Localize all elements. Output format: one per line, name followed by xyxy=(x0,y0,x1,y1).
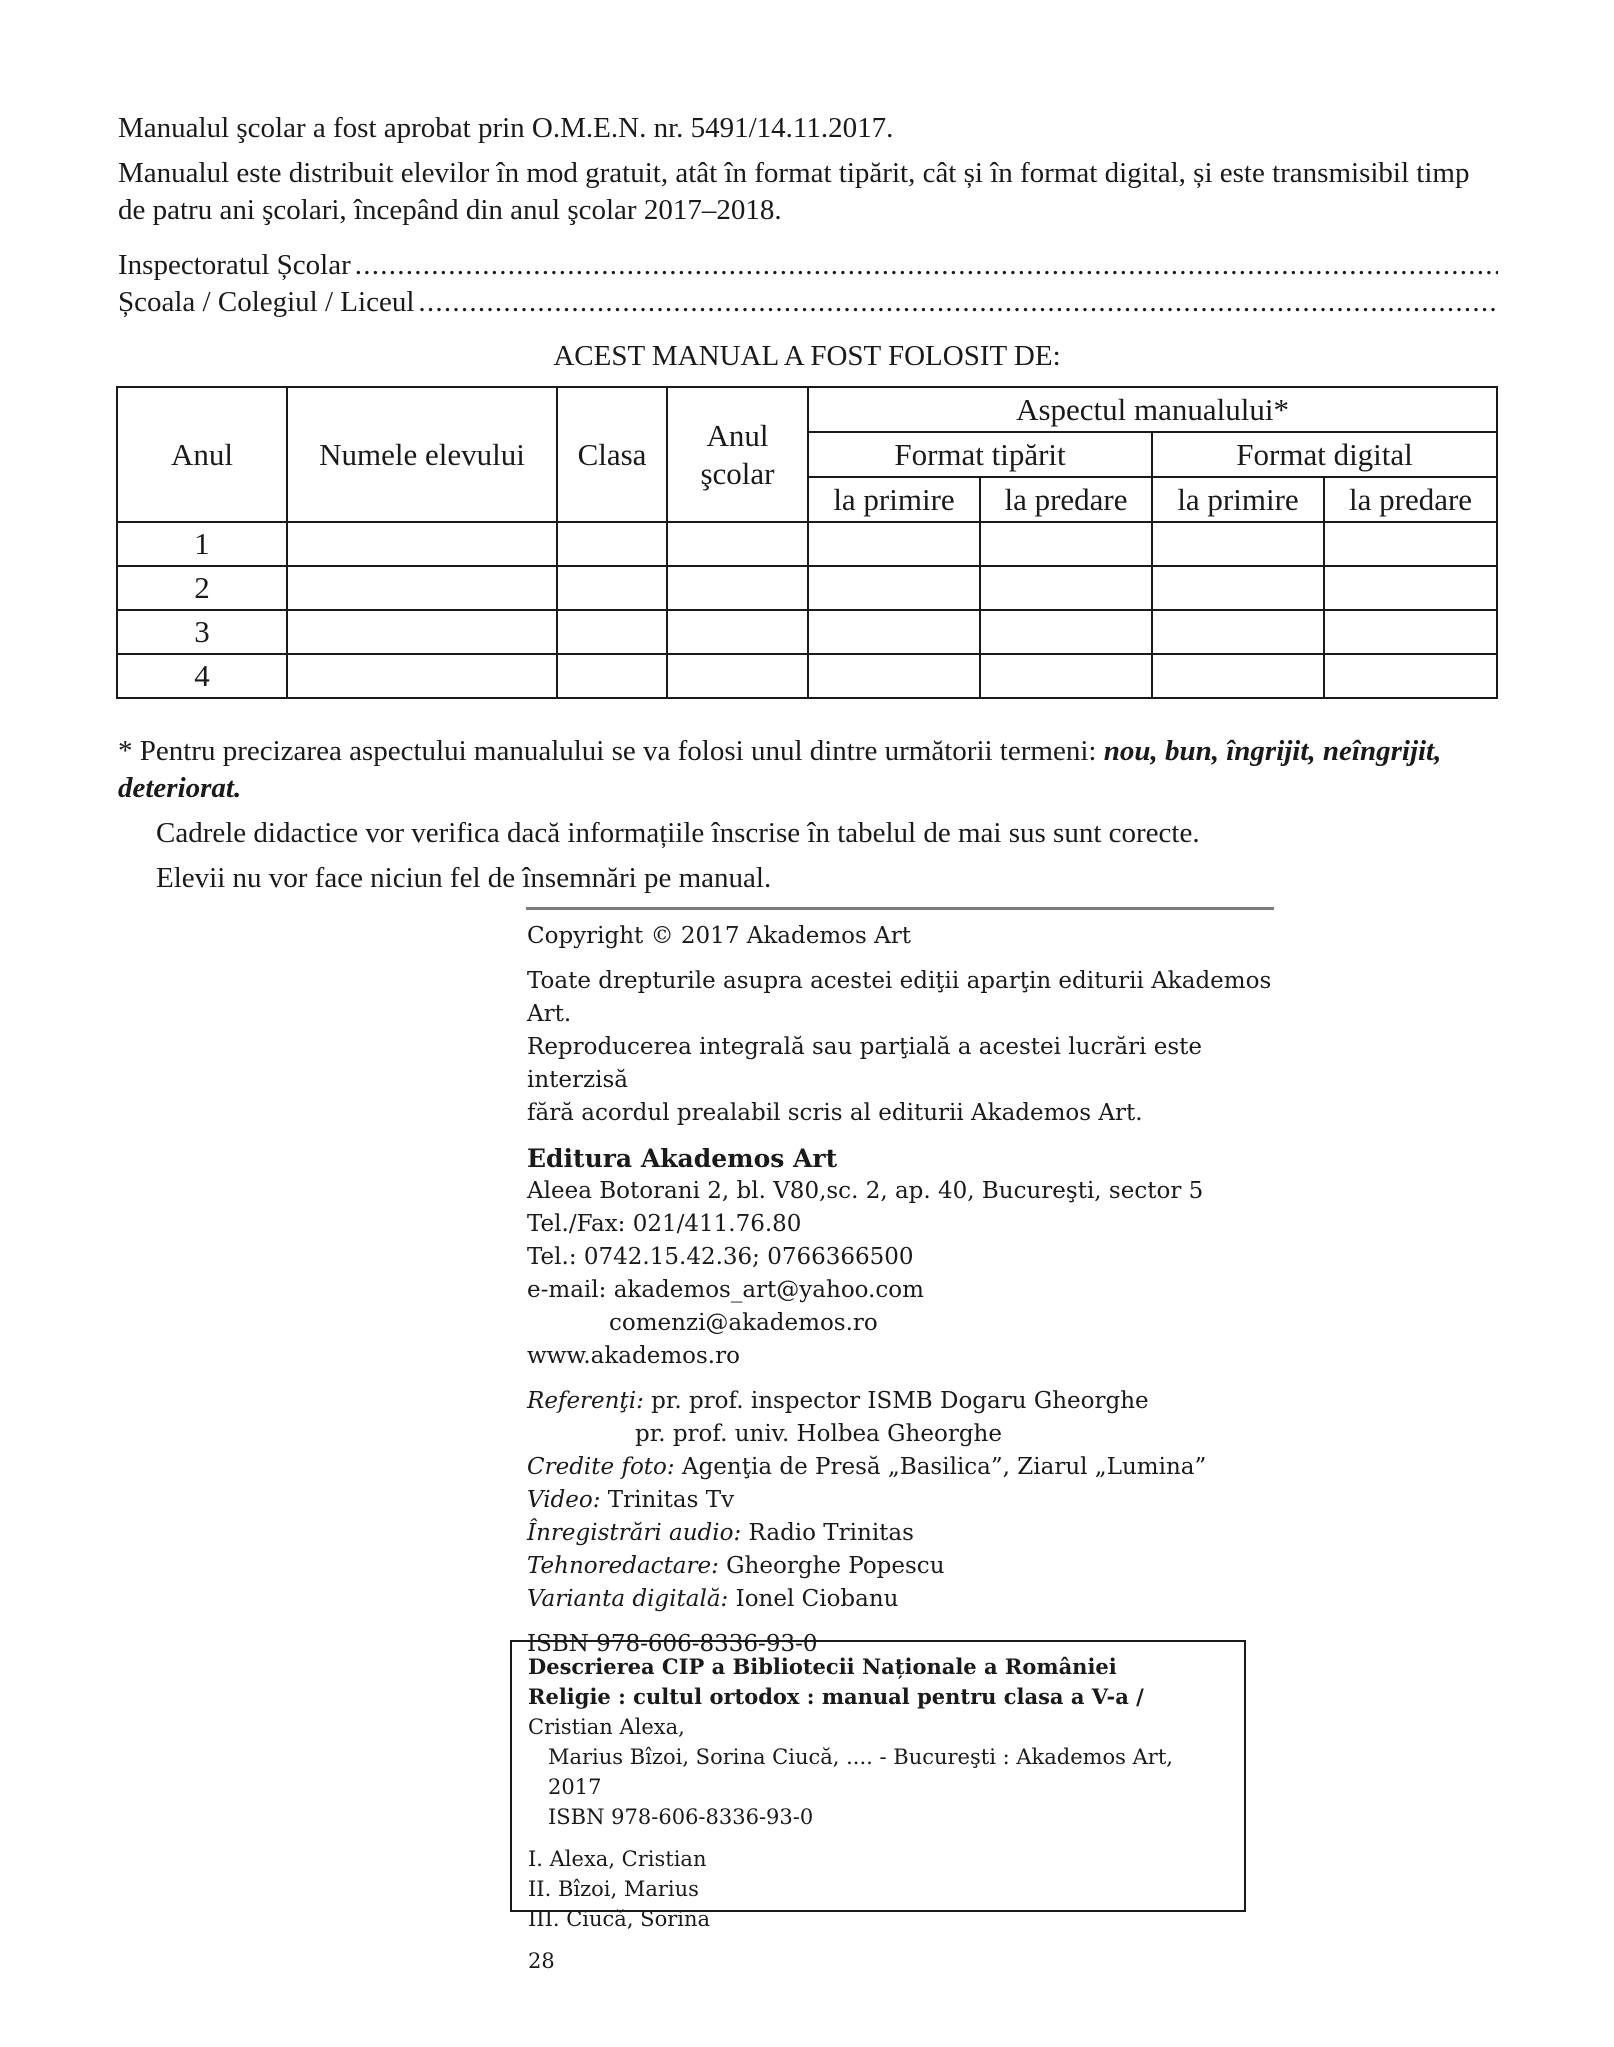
cip-heading: Descrierea CIP a Bibliotecii Naționale a României xyxy=(528,1654,1117,1679)
aspect-footnote xyxy=(118,733,1498,807)
empty-cell xyxy=(1152,522,1324,566)
page-number: 28 xyxy=(528,1949,555,1973)
empty-cell xyxy=(980,522,1152,566)
audio-value: Radio Trinitas xyxy=(741,1520,914,1546)
table-row xyxy=(117,522,1497,566)
header-returned: la predare xyxy=(980,477,1152,522)
header-student-name: Numele elevului xyxy=(287,387,557,522)
referees xyxy=(527,1385,1287,1418)
cip-authors-cont: Marius Bîzoi, Sorina Ciucă, .... - Bucureşti : Akademos Art, 2017 xyxy=(548,1745,1173,1799)
table-row xyxy=(117,654,1497,698)
email-label: e-mail: xyxy=(527,1277,614,1303)
header-aspect: Aspectul manualului* xyxy=(808,387,1497,432)
video-credits xyxy=(527,1484,1287,1517)
empty-cell xyxy=(1152,566,1324,610)
photo-value: Agenţia de Presă „Basilica”, Ziarul „Lumina” xyxy=(674,1454,1207,1480)
publisher-name: Editura Akademos Art xyxy=(527,1144,838,1173)
empty-cell xyxy=(667,610,808,654)
footnote-text: * Pentru precizarea aspectului manualului se va folosi unul dintre următorii termeni: xyxy=(118,735,1104,767)
credits-section xyxy=(527,920,1287,1661)
rights-line: fără acordul prealabil scris al editurii Akademos Art. xyxy=(527,1100,1143,1126)
typeset-value: Gheorghe Popescu xyxy=(718,1553,945,1579)
cip-authors: Cristian Alexa, xyxy=(528,1715,685,1739)
header-print-format: Format tipărit xyxy=(808,432,1152,477)
header-school-year: Anul şcolar xyxy=(667,387,808,522)
header-returned: la predare xyxy=(1324,477,1497,522)
footnote-end: . xyxy=(234,772,242,804)
inspectorate-line xyxy=(118,247,1498,284)
empty-cell xyxy=(557,610,667,654)
inspectorate-label: Inspectoratul Școlar xyxy=(118,249,351,281)
school-label: Școala / Colegiul / Liceul xyxy=(118,286,415,318)
video-value: Trinitas Tv xyxy=(600,1487,735,1513)
empty-cell xyxy=(557,566,667,610)
audio-credits xyxy=(527,1517,1287,1550)
digital-credits xyxy=(527,1583,1287,1616)
dotted-fill xyxy=(418,284,1498,321)
dotted-fill xyxy=(355,247,1498,284)
empty-cell xyxy=(1152,654,1324,698)
audio-label: Înregistrări audio: xyxy=(527,1520,742,1546)
empty-cell xyxy=(1324,522,1497,566)
cip-title xyxy=(528,1682,1228,1742)
typeset-label: Tehnoredactare: xyxy=(527,1553,719,1579)
video-label: Video: xyxy=(527,1487,601,1513)
rights-line: Reproducerea integrală sau parţială a acestei lucrări este interzisă xyxy=(527,1034,1202,1093)
empty-cell xyxy=(287,610,557,654)
row-number: 1 xyxy=(117,522,287,566)
empty-cell xyxy=(287,654,557,698)
table-title: ACEST MANUAL A FOST FOLOSIT DE: xyxy=(553,340,1061,372)
header-received: la primire xyxy=(1152,477,1324,522)
typesetting-credits xyxy=(527,1550,1287,1583)
rights-line: Toate drepturile asupra acestei ediţii aparţin editurii Akademos Art. xyxy=(527,968,1272,1027)
publisher-address: Aleea Botorani 2, bl. V80,sc. 2, ap. 40, Bucureşti, sector 5 xyxy=(527,1178,1204,1204)
empty-cell xyxy=(557,654,667,698)
empty-cell xyxy=(1324,654,1497,698)
photo-credits xyxy=(527,1451,1287,1484)
header-year: Anul xyxy=(117,387,287,522)
isbn: ISBN 978-606-8336-93-0 xyxy=(527,1631,818,1657)
empty-cell xyxy=(667,522,808,566)
cip-isbn: ISBN 978-606-8336-93-0 xyxy=(548,1805,814,1829)
referee: pr. prof. univ. Holbea Gheorghe xyxy=(635,1421,1002,1447)
approval-note: Manualul şcolar a fost aprobat prin O.M.E.N. nr. 5491/14.11.2017. xyxy=(118,112,894,144)
empty-cell xyxy=(287,566,557,610)
referees-label: Referenţi: xyxy=(527,1388,644,1414)
empty-cell xyxy=(1324,610,1497,654)
table-row xyxy=(117,610,1497,654)
digital-label: Varianta digitală: xyxy=(527,1586,729,1612)
cip-box xyxy=(510,1640,1246,1973)
table-header-row xyxy=(117,387,1497,432)
row-number: 4 xyxy=(117,654,287,698)
publisher-fax: Tel./Fax: 021/411.76.80 xyxy=(527,1211,802,1237)
students-note: Elevii nu vor face niciun fel de însemnări pe manual. xyxy=(156,862,772,894)
row-number: 3 xyxy=(117,610,287,654)
intro-section xyxy=(118,110,1498,321)
empty-cell xyxy=(808,610,980,654)
usage-table xyxy=(116,386,1498,699)
empty-cell xyxy=(808,522,980,566)
teachers-note: Cadrele didactice vor verifica dacă informațiile înscrise în tabelul de mai sus sunt corecte. xyxy=(156,817,1200,849)
empty-cell xyxy=(1152,610,1324,654)
digital-value: Ionel Ciobanu xyxy=(728,1586,899,1612)
header-received: la primire xyxy=(808,477,980,522)
empty-cell xyxy=(287,522,557,566)
email-link[interactable]: comenzi@akademos.ro xyxy=(609,1310,878,1336)
distribution-note: Manualul este distribuit elevilor în mod gratuit, atât în format tipărit, cât și în format digital, și este transmisibil timp de patru ani şcolari, începând din anul şcolar 2017–2018. xyxy=(118,157,1470,226)
empty-cell xyxy=(667,566,808,610)
publisher-email xyxy=(527,1274,1287,1307)
empty-cell xyxy=(557,522,667,566)
cip-title-bold: Religie : cultul ortodox : manual pentru clasa a V-a / xyxy=(528,1684,1144,1709)
footnote-section xyxy=(118,733,1498,897)
referee: pr. prof. inspector ISMB Dogaru Gheorghe xyxy=(643,1388,1149,1414)
photo-label: Credite foto: xyxy=(527,1454,675,1480)
header-class: Clasa xyxy=(557,387,667,522)
empty-cell xyxy=(667,654,808,698)
empty-cell xyxy=(980,610,1152,654)
header-digital-format: Format digital xyxy=(1152,432,1497,477)
cip-index: III. Ciucă, Sorina xyxy=(528,1907,711,1931)
empty-cell xyxy=(808,566,980,610)
cip-index: II. Bîzoi, Marius xyxy=(528,1877,699,1901)
website-link[interactable]: www.akademos.ro xyxy=(527,1343,740,1369)
empty-cell xyxy=(980,654,1152,698)
school-line xyxy=(118,284,1498,321)
empty-cell xyxy=(980,566,1152,610)
cip-index: I. Alexa, Cristian xyxy=(528,1847,707,1871)
table-row xyxy=(117,566,1497,610)
publisher-phone: Tel.: 0742.15.42.36; 0766366500 xyxy=(527,1244,914,1270)
divider xyxy=(526,907,1274,910)
email-link[interactable]: akademos_art@yahoo.com xyxy=(613,1277,924,1303)
row-number: 2 xyxy=(117,566,287,610)
empty-cell xyxy=(808,654,980,698)
copyright: Copyright © 2017 Akademos Art xyxy=(527,923,911,949)
empty-cell xyxy=(1324,566,1497,610)
footnote-terms: nou, bun, îngrijit, neîngrijit, deteriorat xyxy=(118,735,1442,804)
